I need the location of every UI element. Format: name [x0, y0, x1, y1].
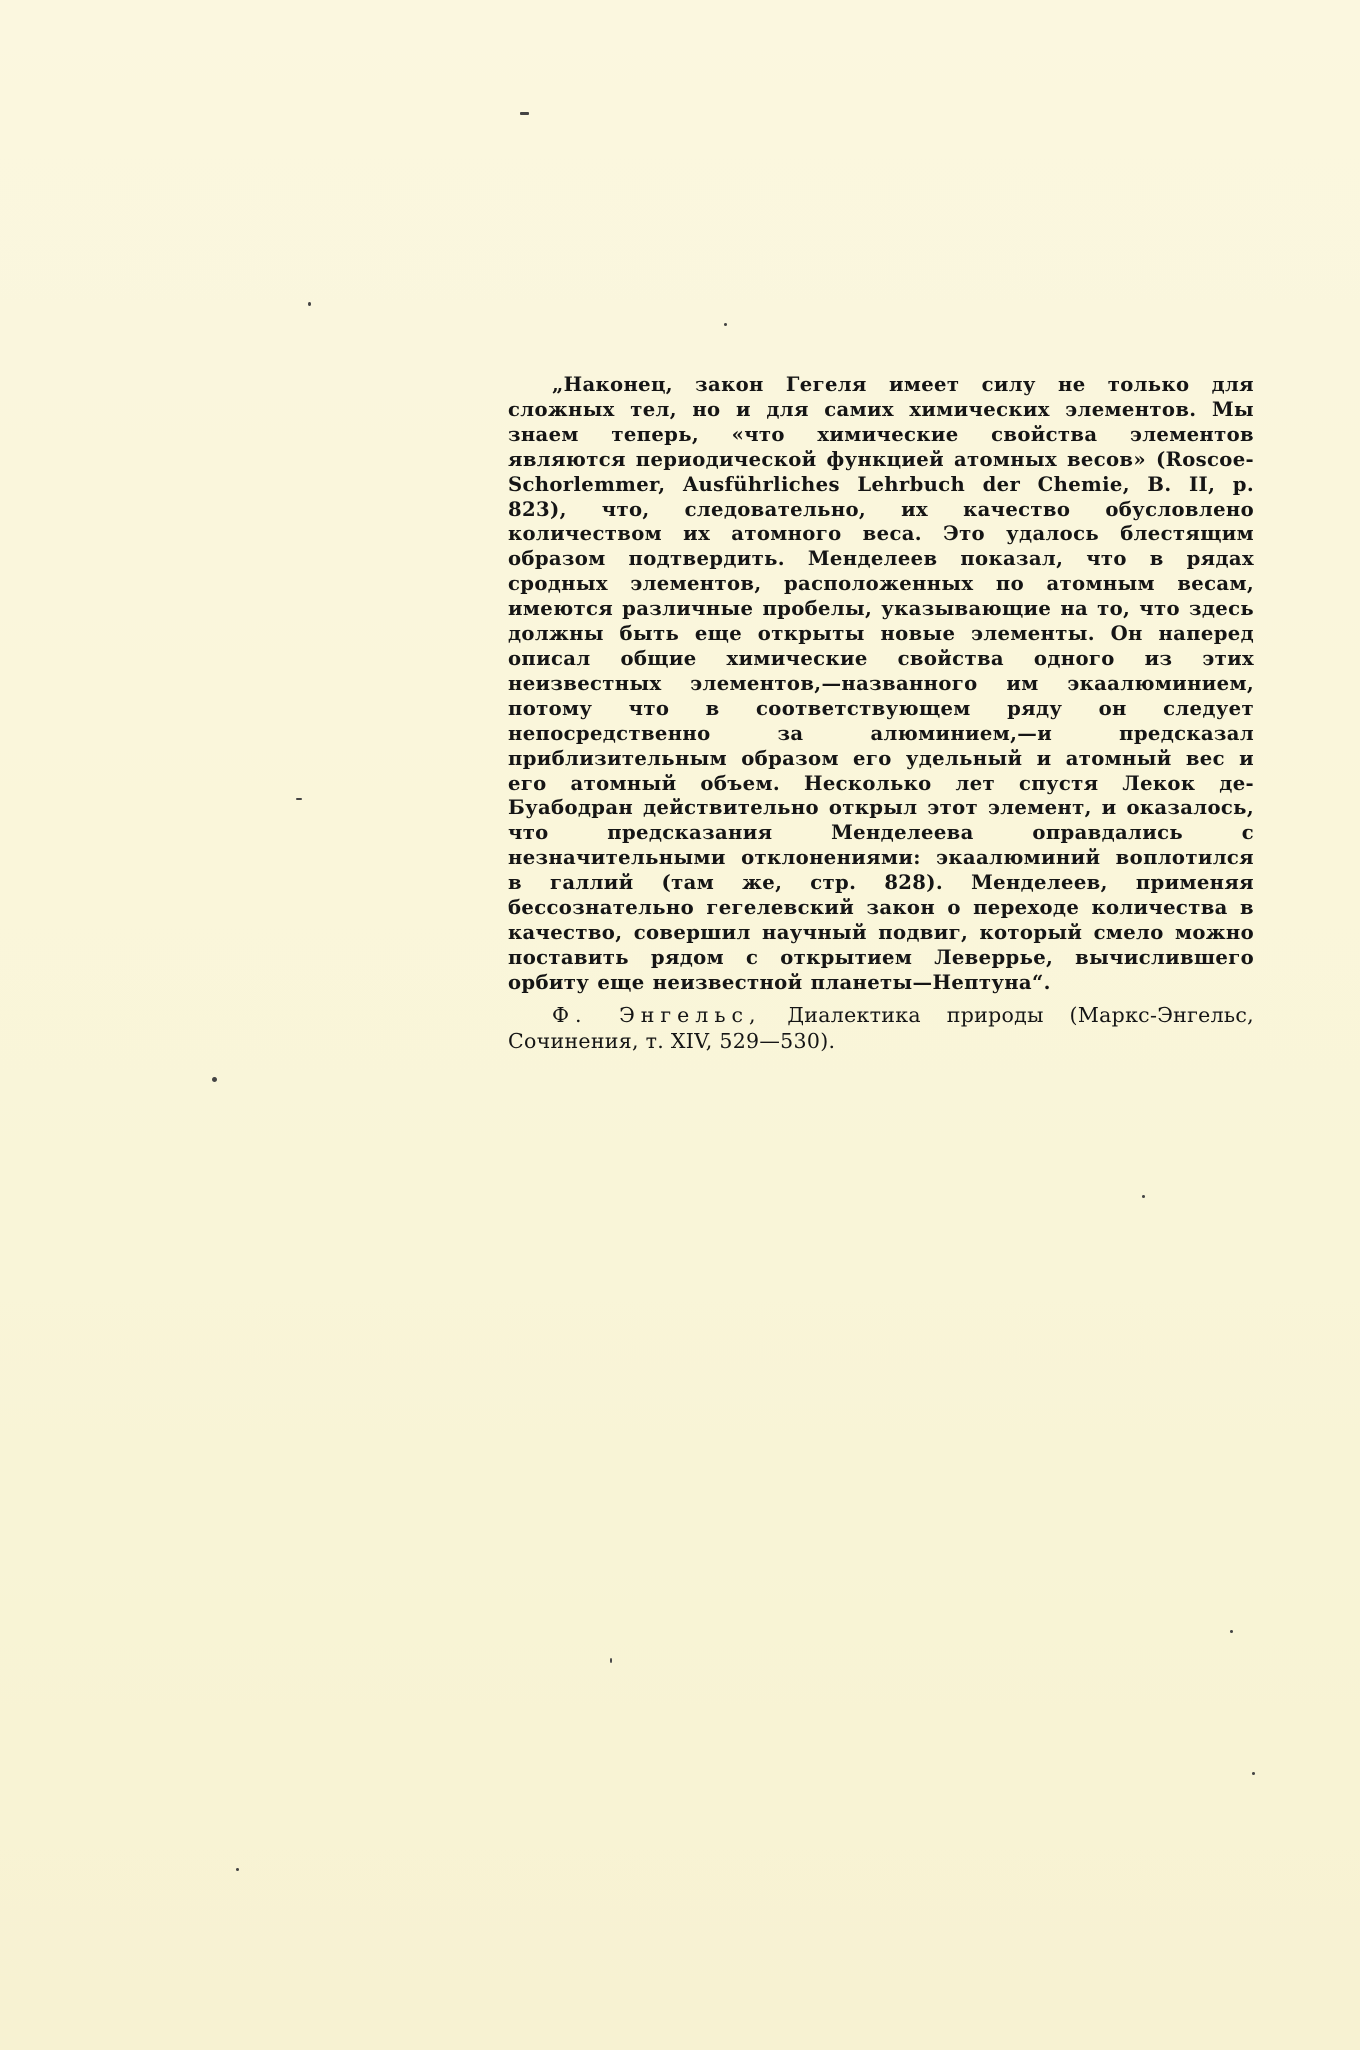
scan-speck [1252, 1772, 1255, 1775]
attribution-source: Диалектика природы (Маркс-Энгельс, Сочинения, т. XIV, 529—530). [508, 1002, 1254, 1053]
attribution-author: Ф. Энгельс, [552, 1002, 762, 1027]
scan-speck [520, 112, 529, 115]
epigraph-quote: „Наконец, закон Гегеля имеет силу не только для сложных тел, но и для самих химических элементов. Мы знаем теперь, «что химические свойства элементов являются периодической функцией атомных весов» (Roscoe-Schorlemmer, Ausführliches Lehrbuch der Chemie, B. II, p. 823), что, следовательно, их качество обусловлено количеством их атомного веса. Это удалось блестящим образом подтвердить. Менделеев показал, что в рядах сродных элементов, расположенных по атомным весам, имеются различные пробелы, указывающие на то, что здесь должны быть еще открыты новые элементы. Он наперед описал общие химические свойства одного из этих неизвестных элементов,—названного им экаалюминием, потому что в соответствующем ряду он следует непосредственно за алюминием,—и предсказал приблизительным образом его удельный и атомный вес и его атомный объем. Несколько лет спустя Лекок де-Буабодран действительно открыл этот элемент, и оказалось, что предсказания Менделеева оправдались с незначительными отклонениями: экаалюминий воплотился в галлий (там же, стр. 828). Менделеев, применяя бессознательно гегелевский закон о переходе количества в качество, совершил научный подвиг, который смело можно поставить рядом с открытием Леверрье, вычислившего орбиту еще неизвестной планеты—Нептуна“. [508, 373, 1254, 994]
scan-speck [296, 798, 302, 800]
scan-speck [308, 302, 311, 306]
scan-speck [1230, 1630, 1233, 1633]
scan-speck [236, 1868, 239, 1871]
epigraph-attribution [508, 1002, 1254, 1054]
scan-speck [212, 1077, 217, 1082]
scan-speck [610, 1658, 612, 1663]
scan-speck [1142, 1195, 1145, 1198]
scan-speck [724, 323, 727, 326]
epigraph-block [508, 373, 1254, 1054]
